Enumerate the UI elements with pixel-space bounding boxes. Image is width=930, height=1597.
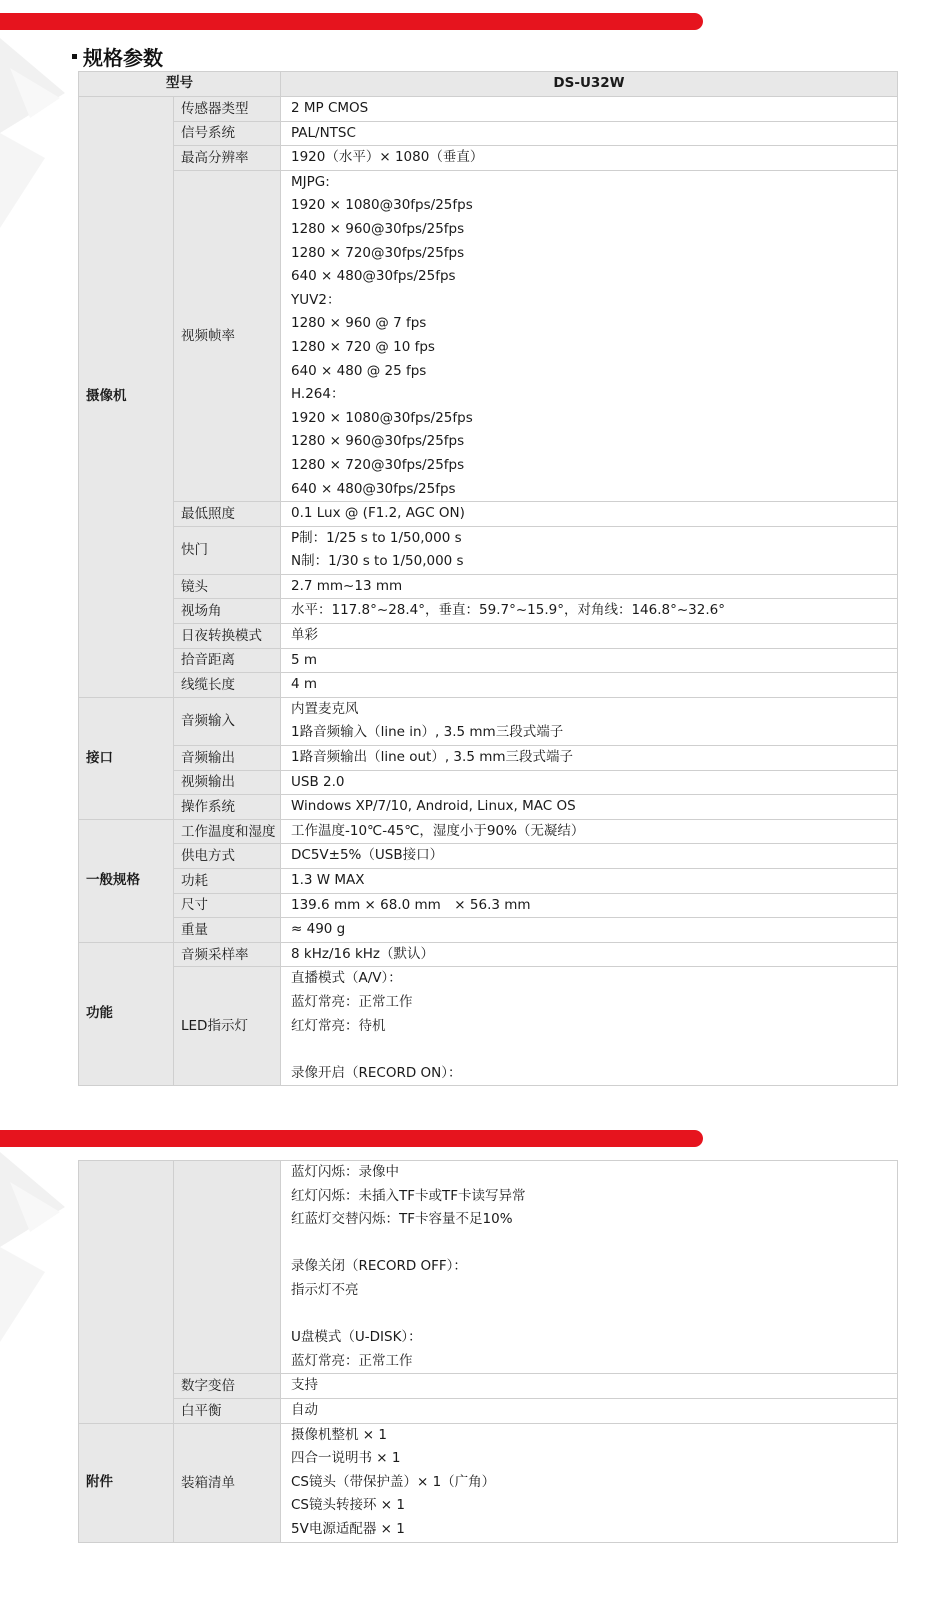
table-row: [79, 574, 898, 599]
decorative-triangles-icon: [0, 38, 70, 228]
spec-value-line: ≈ 490 g: [291, 921, 346, 938]
spec-value-line: [291, 1303, 897, 1327]
table-row: [79, 624, 898, 649]
spec-value-line: 8 kHz/16 kHz（默认）: [291, 945, 435, 962]
table-row: [79, 697, 898, 745]
spec-value-line: 蓝灯常亮：正常工作: [291, 1352, 413, 1369]
spec-table-continued: [78, 1160, 898, 1543]
spec-name: 最低照度: [174, 502, 281, 527]
spec-value-line: 摄像机整机 × 1: [291, 1426, 387, 1443]
section-title: [72, 42, 163, 71]
table-row: [79, 918, 898, 943]
table-row: [79, 844, 898, 869]
spec-value-line: 0.1 Lux @ (F1.2, AGC ON): [291, 505, 465, 522]
decorative-triangles-icon: [0, 1152, 70, 1342]
spec-value: [281, 526, 898, 574]
spec-name: 视场角: [174, 599, 281, 624]
spec-value: [281, 844, 898, 869]
spec-value: [281, 1398, 898, 1423]
spec-value: [281, 893, 898, 918]
spec-value-line: DC5V±5%（USB接口）: [291, 847, 444, 864]
spec-value-line: 1路音频输入（line in）, 3.5 mm三段式端子: [291, 724, 564, 741]
table-row: [79, 121, 898, 146]
top-red-banner: [0, 13, 703, 30]
spec-value: [281, 170, 898, 501]
spec-value-line: 蓝灯常亮：正常工作: [291, 993, 413, 1010]
page-break-red-banner: [0, 1130, 703, 1147]
spec-value: [281, 574, 898, 599]
table-row: [79, 942, 898, 967]
table-row: [79, 770, 898, 795]
category-cell: 摄像机: [79, 97, 174, 698]
spec-value-line: 四合一说明书 × 1: [291, 1450, 401, 1467]
table-row: [79, 967, 898, 1086]
spec-value: [281, 746, 898, 771]
table-row: [79, 1161, 898, 1374]
spec-value-line: 1280 × 720 @ 10 fps: [291, 338, 435, 355]
spec-name: 日夜转换模式: [174, 624, 281, 649]
spec-value: [281, 97, 898, 122]
spec-value-line: 录像开启（RECORD ON）：: [291, 1064, 462, 1081]
spec-name: 工作温度和湿度: [174, 819, 281, 844]
spec-name: 镜头: [174, 574, 281, 599]
table-row: [79, 673, 898, 698]
spec-value-line: [291, 1038, 897, 1062]
table-row: [79, 146, 898, 171]
spec-name: 音频输出: [174, 746, 281, 771]
spec-name: 装箱清单: [174, 1423, 281, 1542]
spec-value-line: 4 m: [291, 676, 318, 693]
spec-value-line: 1920 × 1080@30fps/25fps: [291, 197, 473, 214]
spec-name: LED指示灯: [174, 967, 281, 1086]
spec-value: [281, 869, 898, 894]
spec-name: 最高分辨率: [174, 146, 281, 171]
spec-value-line: 640 × 480 @ 25 fps: [291, 362, 427, 379]
spec-value-line: 自动: [291, 1401, 318, 1418]
spec-value-line: 水平：117.8°~28.4°，垂直：59.7°~15.9°，对角线：146.8°~32.6°: [291, 602, 725, 619]
spec-value-line: USB 2.0: [291, 773, 345, 790]
spec-value-line: N制：1/30 s to 1/50,000 s: [291, 553, 464, 570]
spec-value-line: PAL/NTSC: [291, 124, 356, 141]
spec-name: 供电方式: [174, 844, 281, 869]
header-label: 型号: [79, 72, 281, 97]
section-title-text: 规格参数: [83, 46, 163, 70]
table-row: [79, 795, 898, 820]
table-row: [79, 1374, 898, 1399]
spec-value: [281, 673, 898, 698]
category-cell: [79, 1161, 174, 1424]
spec-value-line: 2.7 mm~13 mm: [291, 577, 403, 594]
spec-value: [281, 918, 898, 943]
spec-value-line: 139.6 mm × 68.0 mm × 56.3 mm: [291, 896, 531, 913]
spec-value: [281, 967, 898, 1086]
spec-name: 传感器类型: [174, 97, 281, 122]
category-cell: 一般规格: [79, 819, 174, 942]
spec-value: [281, 121, 898, 146]
table-row: [79, 502, 898, 527]
table-row: [79, 869, 898, 894]
spec-value-line: 支持: [291, 1377, 318, 1394]
spec-value-line: 5 m: [291, 651, 318, 668]
table-row: [79, 1398, 898, 1423]
spec-name: [174, 1161, 281, 1374]
spec-value-line: P制：1/25 s to 1/50,000 s: [291, 529, 462, 546]
spec-value-line: 红灯常亮：待机: [291, 1017, 386, 1034]
spec-name: 快门: [174, 526, 281, 574]
table-row: [79, 170, 898, 501]
spec-name: 音频采样率: [174, 942, 281, 967]
spec-value-line: 1280 × 960 @ 7 fps: [291, 315, 427, 332]
table-row: [79, 1423, 898, 1542]
spec-value: [281, 648, 898, 673]
spec-value-line: YUV2：: [291, 291, 341, 308]
spec-name: 信号系统: [174, 121, 281, 146]
spec-name: 白平衡: [174, 1398, 281, 1423]
spec-value: [281, 599, 898, 624]
table-row: [79, 526, 898, 574]
spec-name: 重量: [174, 918, 281, 943]
spec-value: [281, 624, 898, 649]
spec-value-line: 指示灯不亮: [291, 1281, 359, 1298]
spec-value-line: H.264：: [291, 386, 345, 403]
spec-value: [281, 1374, 898, 1399]
spec-value-line: 1路音频输出（line out）, 3.5 mm三段式端子: [291, 749, 573, 766]
spec-value: [281, 502, 898, 527]
spec-value-line: 5V电源适配器 × 1: [291, 1520, 405, 1537]
spec-value-line: 1280 × 720@30fps/25fps: [291, 456, 465, 473]
spec-value-line: 录像关闭（RECORD OFF）：: [291, 1258, 467, 1275]
spec-name: 音频输入: [174, 697, 281, 745]
spec-value-line: 1280 × 960@30fps/25fps: [291, 433, 465, 450]
spec-value-line: Windows XP/7/10, Android, Linux, MAC OS: [291, 798, 576, 815]
table-row: [79, 648, 898, 673]
category-cell: 接口: [79, 697, 174, 819]
category-cell: 功能: [79, 942, 174, 1086]
table-header-row: [79, 72, 898, 97]
spec-value-line: 工作温度-10℃-45℃，湿度小于90%（无凝结）: [291, 822, 585, 839]
spec-value-line: MJPG:: [291, 173, 330, 190]
spec-name: 数字变倍: [174, 1374, 281, 1399]
spec-value-line: 1920 × 1080@30fps/25fps: [291, 409, 473, 426]
spec-value-line: 1920（水平）× 1080（垂直）: [291, 149, 484, 166]
spec-value: [281, 146, 898, 171]
spec-value: [281, 1161, 898, 1374]
table-row: [79, 893, 898, 918]
spec-name: 操作系统: [174, 795, 281, 820]
spec-value-line: 蓝灯闪烁：录像中: [291, 1164, 399, 1180]
spec-value: [281, 770, 898, 795]
spec-name: 功耗: [174, 869, 281, 894]
table-row: [79, 599, 898, 624]
spec-value-line: 直播模式（A/V）：: [291, 970, 402, 987]
spec-value: [281, 697, 898, 745]
spec-value: [281, 942, 898, 967]
spec-value-line: U盘模式（U-DISK）：: [291, 1329, 422, 1346]
spec-name: 视频帧率: [174, 170, 281, 501]
spec-value-line: CS镜头（带保护盖）× 1（广角）: [291, 1473, 496, 1490]
spec-value: [281, 1423, 898, 1542]
spec-value-line: 1280 × 720@30fps/25fps: [291, 244, 465, 261]
spec-name: 线缆长度: [174, 673, 281, 698]
spec-value-line: 1.3 W MAX: [291, 872, 365, 888]
bullet-icon: [72, 54, 77, 59]
spec-value-line: 640 × 480@30fps/25fps: [291, 480, 456, 497]
spec-value: [281, 819, 898, 844]
spec-value-line: 红蓝灯交替闪烁：TF卡容量不足10%: [291, 1211, 513, 1228]
category-cell: 附件: [79, 1423, 174, 1542]
spec-value-line: 2 MP CMOS: [291, 100, 369, 116]
table-row: [79, 97, 898, 122]
header-model: DS-U32W: [281, 72, 898, 97]
table-row: [79, 819, 898, 844]
spec-name: 视频输出: [174, 770, 281, 795]
spec-value-line: 单彩: [291, 627, 318, 644]
spec-table: [78, 71, 898, 1086]
table-row: [79, 746, 898, 771]
spec-value-line: 1280 × 960@30fps/25fps: [291, 220, 465, 237]
spec-value-line: 红灯闪烁：未插入TF卡或TF卡读写异常: [291, 1187, 526, 1204]
spec-name: 拾音距离: [174, 648, 281, 673]
spec-value-line: [291, 1232, 897, 1256]
spec-value-line: 内置麦克风: [291, 700, 359, 717]
spec-value-line: CS镜头转接环 × 1: [291, 1497, 405, 1514]
spec-name: 尺寸: [174, 893, 281, 918]
spec-value: [281, 795, 898, 820]
spec-value-line: 640 × 480@30fps/25fps: [291, 268, 456, 285]
